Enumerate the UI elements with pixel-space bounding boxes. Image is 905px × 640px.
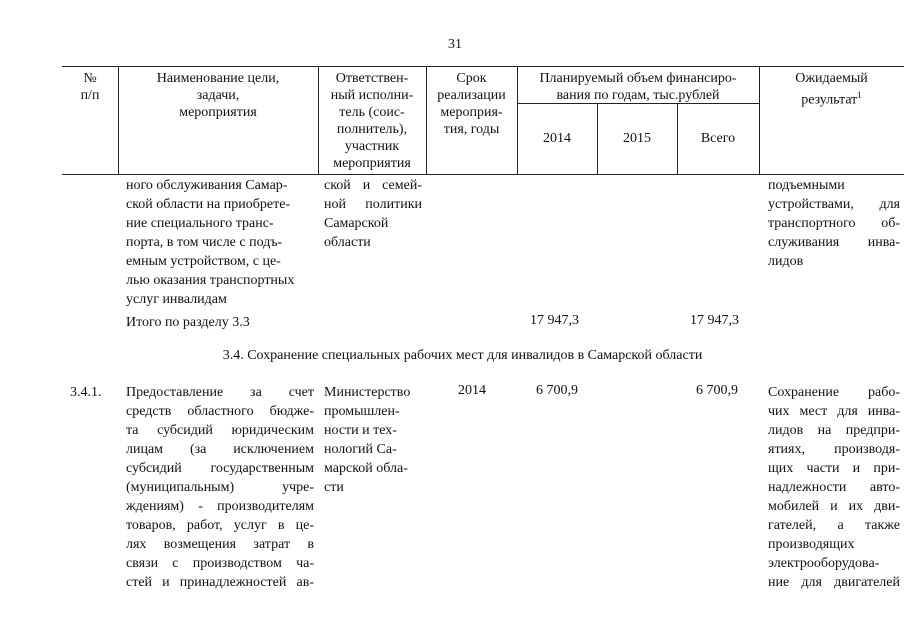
cont-responsible: ской и семей- ной политики Самарской области — [324, 178, 422, 250]
header-total: Всего — [700, 131, 736, 146]
row-number: 3.4.1. — [70, 385, 102, 400]
header-term: Срок реализации мероприя- тия, годы — [437, 71, 506, 137]
subtotal-label: Итого по разделу 3.3 — [126, 315, 250, 330]
subtotal-2014: 17 947,3 — [530, 313, 579, 328]
header-number: № п/п — [80, 71, 100, 103]
subtotal-total: 17 947,3 — [690, 313, 739, 328]
row-2014: 6 700,9 — [536, 383, 578, 398]
section-title: 3.4. Сохранение специальных рабочих мест для инвалидов в Самарской области — [222, 348, 703, 363]
header-financing: Планируемый объем финансиро- вания по годам, тыс.рублей — [539, 71, 737, 103]
row-result: Сохранение рабо- чих мест для инва- лидов на предпри- ятиях, производя- щих части и при- надлежности авто- мобилей и их дви- гателей, а также производящих электрооборудова- ние для двигателей — [768, 385, 900, 590]
header-2014: 2014 — [543, 131, 571, 146]
cont-name: ного обслуживания Самар- ской области на приобрете- ние специального транс- порта, в том числе с подъ- емным устройством, с це- лью оказания транспортных услуг инвалидам — [126, 178, 295, 307]
header-responsible: Ответствен- ный исполни- тель (соис- полнитель), участник мероприятия — [330, 71, 414, 171]
header-2015: 2015 — [623, 131, 651, 146]
cont-result: подъемными устройствами, для транспортного об- служивания инва- лидов — [768, 178, 900, 269]
page-number: 31 — [448, 37, 462, 52]
header-name: Наименование цели, задачи, мероприятия — [156, 71, 280, 120]
footnote-marker: 1 — [857, 90, 862, 100]
row-responsible: Министерство промышлен- ности и тех- нологий Са- марской обла- сти — [324, 385, 411, 495]
row-name: Предоставление за счет средств областного бюдже- та субсидий юридическим лицам (за исключением субсидий государственным (муниципальным) учре- ждениям) - производителям товаров, работ, услуг в це- лях возмещения затрат в связи с производством ча- стей и принадлежностей ав- — [126, 385, 314, 590]
row-term: 2014 — [458, 383, 486, 398]
header-result: Ожидаемый результат$^1$ — [795, 71, 868, 108]
row-total: 6 700,9 — [696, 383, 738, 398]
